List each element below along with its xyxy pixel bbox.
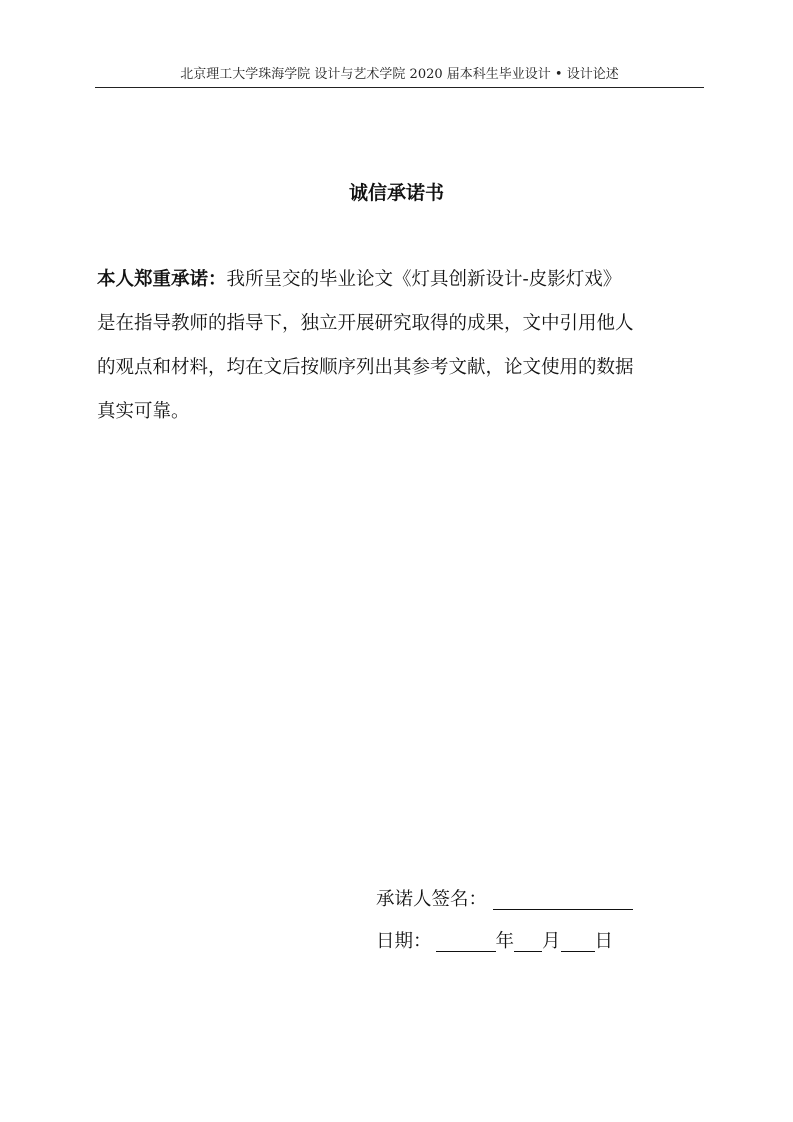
header-text: 北京理工大学珠海学院 设计与艺术学院 2020 届本科生毕业设计 • 设计论述 <box>180 67 619 82</box>
statement-line-1 <box>97 258 687 302</box>
statement-text: 我所呈交的毕业论文《灯具创新设计-皮影灯戏》 <box>226 269 622 290</box>
year-blank[interactable] <box>436 931 496 952</box>
date-row <box>376 929 613 955</box>
statement-line-2: 是在指导教师的指导下，独立开展研究取得的成果，文中引用他人 <box>97 313 634 334</box>
day-label: 日 <box>594 931 614 952</box>
signer-label: 承诺人签名： <box>376 889 488 910</box>
date-label: 日期： <box>376 931 432 952</box>
year-label: 年 <box>495 931 515 952</box>
statement-line-4: 真实可靠。 <box>97 401 190 422</box>
month-blank[interactable] <box>514 931 542 952</box>
day-blank[interactable] <box>561 931 595 952</box>
statement-paragraph <box>97 258 687 434</box>
statement-lead: 本人郑重承诺： <box>97 269 227 290</box>
month-label: 月 <box>542 931 561 952</box>
signature-row <box>376 887 633 913</box>
page-header <box>95 66 704 88</box>
signature-blank[interactable] <box>493 889 633 910</box>
statement-line-3: 的观点和材料，均在文后按顺序列出其参考文献，论文使用的数据 <box>97 357 634 378</box>
page-title: 诚信承诺书 <box>348 182 444 204</box>
